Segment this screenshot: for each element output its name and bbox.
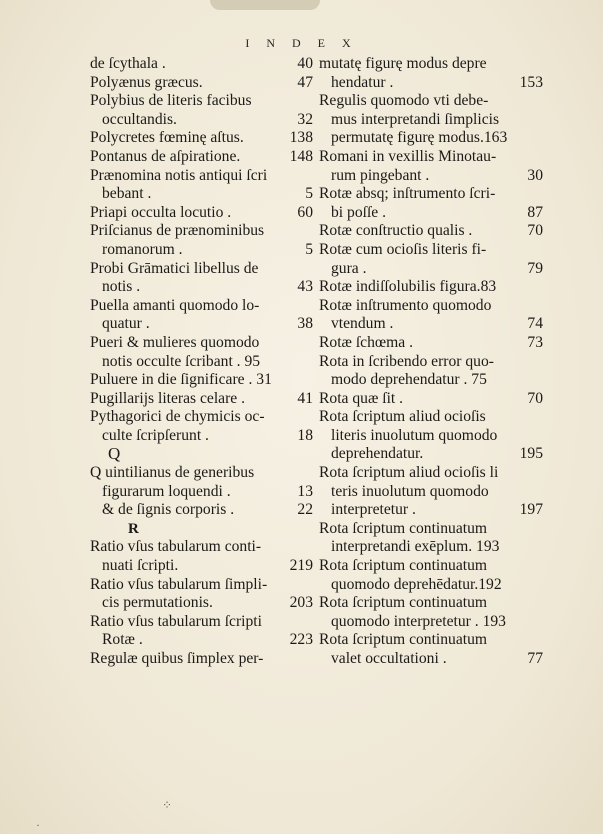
entry-text: Romani in vexillis Minotau- (319, 147, 497, 165)
index-entry-line (90, 260, 313, 279)
index-entry-line (319, 297, 543, 316)
index-entry-line (90, 185, 313, 204)
page-number: 197 (519, 501, 543, 519)
entry-text: gura . (331, 259, 367, 277)
index-entry-line (319, 148, 543, 167)
page-number: 40 (297, 55, 313, 72)
entry-text: Rota ſcriptum continuatum (319, 557, 488, 575)
ink-speck: ⁘ (162, 798, 173, 812)
index-entry-line (90, 371, 313, 390)
entry-text: Ratio vſus tabularum ſimpli- (90, 575, 268, 593)
entry-text: & de ſignis corporis . (102, 501, 235, 519)
index-entry-line (319, 278, 543, 297)
entry-text: Pontanus de aſpiratione. (90, 147, 241, 165)
entry-text: interpretetur . (331, 501, 416, 519)
entry-text: notis . (102, 278, 141, 296)
index-entry-line (319, 557, 543, 576)
entry-text: romanorum . (102, 240, 183, 258)
entry-text: occultandis. (102, 110, 177, 128)
entry-text: literis inuolutum quomodo (331, 426, 498, 444)
index-entry-line (319, 538, 543, 557)
entry-text: Rotæ conſtructio qualis . (319, 222, 473, 240)
entry-text: figurarum loquendi . (102, 482, 231, 500)
entry-text: hendatur . (331, 73, 394, 91)
page-number: 5 (305, 240, 313, 258)
entry-text: Rotæ ſchœma . (319, 333, 413, 351)
index-entry-line (319, 520, 543, 539)
entry-text: Rotæ indiſſolubilis figura.83 (319, 278, 497, 296)
entry-text: Pythagorici de chymicis oc- (90, 408, 265, 426)
index-entry-line (319, 353, 543, 372)
index-entry-line (90, 427, 313, 446)
index-entry-line (319, 315, 543, 334)
page-number: 5 (305, 185, 313, 203)
entry-text: vtendum . (331, 315, 394, 333)
entry-text: Ratio vſus tabularum ſcripti (90, 612, 262, 630)
index-entry-line (319, 576, 543, 595)
page-number: 70 (527, 222, 543, 240)
index-entry-line (319, 631, 543, 650)
entry-text: teris inuolutum quomodo (331, 482, 489, 500)
index-entry-line (90, 520, 313, 539)
index-entry-line (319, 483, 543, 502)
index-column-right (319, 55, 543, 669)
entry-text: quomodo deprehēdatur.192 (331, 575, 502, 593)
page-number: 74 (527, 315, 543, 333)
index-entry-line (90, 576, 313, 595)
page-number: 203 (289, 594, 313, 612)
entry-text: Q uintilianus de generibus (90, 464, 255, 482)
index-entry-line (319, 371, 543, 390)
entry-text: Polycretes fœminę aſtus. (90, 129, 244, 147)
index-entry-line (90, 92, 313, 111)
page-number: 30 (527, 166, 543, 184)
page-number: 148 (289, 147, 313, 165)
index-entry-line (319, 464, 543, 483)
entry-text: Prænomina notis antiqui ſcri (90, 166, 268, 184)
index-entry-line (90, 390, 313, 409)
entry-text: permutatę figurę modus.163 (331, 129, 508, 147)
entry-text: Rotæ cum ocioſis literis fi- (319, 240, 487, 258)
index-entry-line (90, 353, 313, 372)
page-number: 38 (297, 315, 313, 333)
entry-text: Rotæ absq; inſtrumento ſcri- (319, 185, 496, 203)
index-entry-line (90, 315, 313, 334)
index-entry-line (319, 185, 543, 204)
index-entry-line (90, 74, 313, 93)
entry-text: Rota ſcriptum aliud ocioſis (319, 408, 486, 426)
index-entry-line (90, 613, 313, 632)
entry-text: Rotæ . (102, 631, 143, 649)
entry-text: bebant . (102, 185, 152, 203)
entry-text: Priſcianus de prænominibus (90, 222, 265, 240)
index-entry-line (90, 464, 313, 483)
entry-text: Q (108, 444, 121, 464)
entry-text: Rota ſcriptum continuatum (319, 594, 488, 612)
page-number: 13 (297, 482, 313, 500)
entry-text: Regulis quomodo vti debe- (319, 92, 489, 110)
entry-text: Rotæ inſtrumento quomodo (319, 296, 492, 314)
index-entry-line (90, 297, 313, 316)
index-entry-line (90, 631, 313, 650)
page-number: 60 (297, 203, 313, 221)
index-entry-line (90, 650, 313, 669)
index-entry-line (90, 483, 313, 502)
entry-text: quomodo interpretetur . 193 (331, 612, 506, 630)
index-entry-line (90, 538, 313, 557)
index-entry-line (90, 241, 313, 260)
page-number: 43 (297, 278, 313, 296)
entry-text: R (128, 520, 139, 537)
entry-text: Rota quæ ſit . (319, 389, 404, 407)
page-stain (210, 0, 320, 10)
index-entry-line (319, 204, 543, 223)
index-entry-line (90, 167, 313, 186)
index-entry-line (90, 445, 313, 464)
index-entry-line (90, 55, 313, 74)
page-number: 223 (289, 631, 313, 649)
entry-text: de ſcythala . (90, 55, 166, 72)
index-entry-line (319, 92, 543, 111)
index-entry-line (319, 594, 543, 613)
index-entry-line (319, 129, 543, 148)
index-entry-line (90, 557, 313, 576)
index-entry-line (319, 408, 543, 427)
page-number: 219 (289, 557, 313, 575)
page-number: 18 (297, 426, 313, 444)
entry-text: Polybius de literis facibus (90, 92, 252, 110)
entry-text: mutatę figurę modus depre (319, 55, 487, 72)
index-entry-line (319, 427, 543, 446)
entry-text: Ratio vſus tabularum conti- (90, 538, 262, 556)
entry-text: cis permutationis. (102, 594, 213, 612)
index-entry-line (319, 55, 543, 74)
index-entry-line (319, 241, 543, 260)
page-number: 79 (527, 259, 543, 277)
index-entry-line (319, 222, 543, 241)
index-entry-line (90, 278, 313, 297)
entry-text: rum pingebant . (331, 166, 430, 184)
entry-text: Probi Grāmatici libellus de (90, 259, 259, 277)
index-entry-line (90, 501, 313, 520)
index-entry-line (90, 204, 313, 223)
index-entry-line (90, 594, 313, 613)
index-entry-line (319, 334, 543, 353)
page-number: 153 (519, 73, 543, 91)
entry-text: Puella amanti quomodo lo- (90, 296, 260, 314)
index-entry-line (90, 408, 313, 427)
index-entry-line (90, 129, 313, 148)
page-number: 87 (527, 203, 543, 221)
entry-text: Pueri & mulieres quomodo (90, 333, 260, 351)
index-entry-line (319, 111, 543, 130)
index-entry-line (90, 148, 313, 167)
page-number: 195 (519, 445, 543, 463)
entry-text: interpretandi exēplum. 193 (331, 538, 500, 556)
index-entry-line (319, 390, 543, 409)
page-number: 47 (297, 73, 313, 91)
entry-text: valet occultationi . (331, 650, 447, 667)
entry-text: Rota in ſcribendo error quo- (319, 352, 494, 370)
page-number: 22 (297, 501, 313, 519)
index-entry-line (319, 167, 543, 186)
page-number: 138 (289, 129, 313, 147)
index-entry-line (319, 613, 543, 632)
entry-text: deprehendatur. (331, 445, 424, 463)
index-entry-line (90, 111, 313, 130)
index-entry-line (319, 260, 543, 279)
page-number: 41 (297, 389, 313, 407)
entry-text: nuati ſcripti. (102, 557, 179, 575)
index-entry-line (90, 334, 313, 353)
entry-text: modo deprehendatur . 75 (331, 371, 487, 389)
index-column-left (90, 55, 313, 669)
entry-text: quatur . (102, 315, 150, 333)
entry-text: Puluere in die ſignificare . 31 (90, 371, 272, 389)
index-entry-line (90, 222, 313, 241)
entry-text: Priapi occulta locutio . (90, 203, 232, 221)
page-number: 32 (297, 110, 313, 128)
index-entry-line (319, 501, 543, 520)
index-entry-line (319, 74, 543, 93)
page-header: I N D E X (245, 36, 358, 50)
page-number: 77 (527, 650, 543, 667)
entry-text: Rota ſcriptum continuatum (319, 631, 488, 649)
entry-text: mus interpretandi ſimplicis (331, 110, 500, 128)
page-number: 73 (527, 333, 543, 351)
entry-text: Polyænus græcus. (90, 73, 203, 91)
entry-text: Regulæ quibus ſimplex per- (90, 650, 264, 667)
entry-text: Rota ſcriptum aliud ocioſis li (319, 464, 499, 482)
index-entry-line (319, 650, 543, 669)
ink-speck: · (36, 818, 40, 832)
entry-text: bi poſſe . (331, 203, 387, 221)
entry-text: Pugillarijs literas celare . (90, 389, 246, 407)
entry-text: Rota ſcriptum continuatum (319, 519, 488, 537)
entry-text: notis occulte ſcribant . 95 (102, 352, 261, 370)
page-number: 70 (527, 389, 543, 407)
index-entry-line (319, 445, 543, 464)
entry-text: culte ſcripſerunt . (102, 426, 209, 444)
